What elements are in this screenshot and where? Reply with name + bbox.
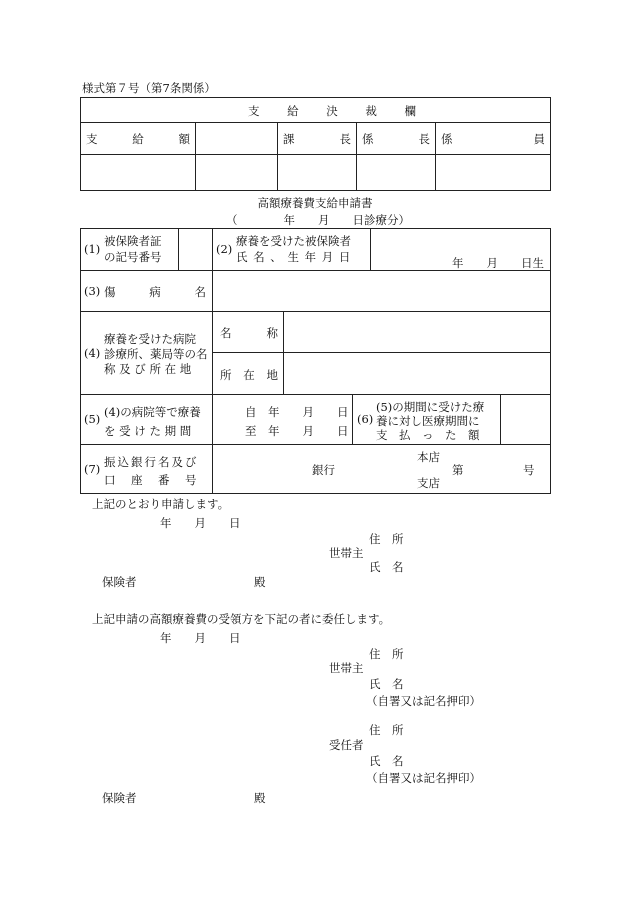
field-2-label-line2: 氏 名 、 生 年 月 日 — [236, 250, 352, 264]
treatment-period-line: （ 年 月 日診療分） — [226, 213, 410, 227]
decision-box-title: 支 給 決 裁 欄 — [248, 104, 416, 118]
head-office-label: 本店 — [417, 450, 440, 464]
field-5-from-date: 自 年 月 日 — [245, 405, 349, 419]
field-2-number: (2) — [216, 242, 233, 256]
account-number-suffix: 号 — [523, 463, 535, 477]
document-title: 高額療養費支給申請書 — [257, 196, 373, 210]
insurer-label-1: 保険者 — [102, 575, 137, 589]
field-4-label-line3: 称 及 び 所 在 地 — [104, 362, 192, 376]
insurer-label-2: 保険者 — [102, 791, 137, 805]
field-4-address-label: 所 在 地 — [220, 368, 278, 382]
applicant-householder-label: 世帯主 — [329, 546, 364, 560]
field-5-label-line1: (4)の病院等で療養 — [104, 405, 201, 419]
honorific-2: 殿 — [254, 791, 266, 805]
application-statement: 上記のとおり申請します。 — [92, 497, 230, 511]
staff-label: 係 員 — [441, 132, 545, 146]
field-3-label: 傷 病 名 — [104, 285, 206, 299]
field-6-label-line3: 支 払 っ た 額 — [376, 428, 480, 442]
account-number-prefix: 第 — [452, 463, 464, 477]
field-4-label-line2: 診療所、薬局等の名 — [104, 347, 208, 361]
bank-label: 銀行 — [312, 463, 335, 477]
field-6-label-line2: 養に対し医療期間に — [376, 414, 480, 428]
field-6-label-line1: (5)の期間に受けた療 — [376, 400, 485, 414]
form-number: 様式第７号（第7条関係） — [82, 81, 216, 95]
field-5-label-line2: を 受 け た 期 間 — [104, 424, 192, 438]
delegator-name-label: 氏 名 — [369, 677, 404, 691]
field-1-label-line2: の記号番号 — [104, 250, 162, 264]
honorific-1: 殿 — [254, 575, 266, 589]
delegate-label: 受任者 — [329, 738, 364, 752]
applicant-name-label: 氏 名 — [369, 560, 404, 574]
branch-label: 支店 — [417, 476, 440, 490]
field-1-number: (1) — [84, 242, 101, 256]
field-4-name-label: 名 称 — [220, 326, 278, 340]
delegation-statement: 上記申請の高額療養費の受領方を下記の者に委任します。 — [92, 612, 391, 626]
delegator-signature-note: （自署又は記名押印） — [366, 694, 481, 708]
field-3-number: (3) — [84, 284, 101, 298]
field-1-label-line1: 被保険者証 — [104, 234, 162, 248]
application-date: 年 月 日 — [160, 516, 241, 530]
field-2-label-line1: 療養を受けた被保険者 — [236, 234, 351, 248]
delegate-signature-note: （自署又は記名押印） — [366, 771, 481, 785]
field-5-number: (5) — [84, 412, 101, 426]
section-chief-label: 課 長 — [283, 132, 351, 146]
payment-amount-label: 支 給 額 — [86, 132, 190, 146]
applicant-address-label: 住 所 — [369, 532, 404, 546]
delegate-name-label: 氏 名 — [369, 754, 404, 768]
field-7-label-line2: 口 座 番 号 — [104, 473, 199, 487]
field-7-label-line1: 振込銀行名及び — [104, 455, 199, 469]
delegator-address-label: 住 所 — [369, 647, 404, 661]
delegate-address-label: 住 所 — [369, 723, 404, 737]
delegation-date: 年 月 日 — [160, 631, 241, 645]
field-2-birthdate: 年 月 日生 — [452, 256, 544, 270]
field-7-number: (7) — [84, 462, 101, 476]
delegator-householder-label: 世帯主 — [329, 661, 364, 675]
field-5-to-date: 至 年 月 日 — [245, 424, 349, 438]
field-6-number: (6) — [357, 412, 374, 426]
field-4-number: (4) — [84, 346, 101, 360]
subsection-chief-label: 係 長 — [362, 132, 430, 146]
field-4-label-line1: 療養を受けた病院 — [104, 332, 196, 346]
